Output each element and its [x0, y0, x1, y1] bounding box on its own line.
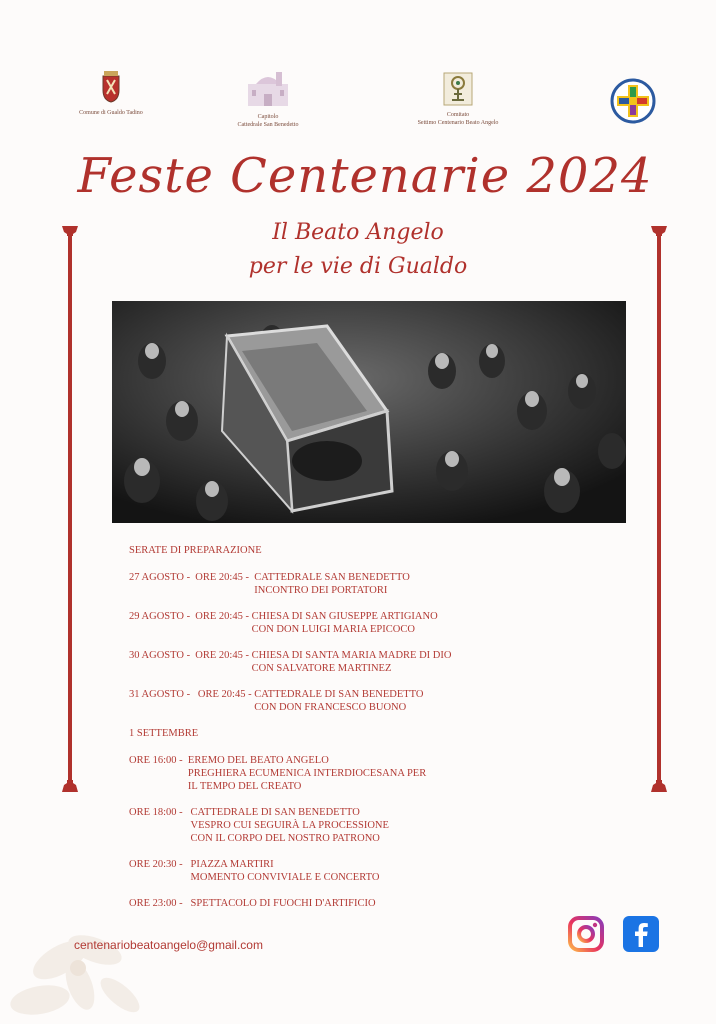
event-when: ORE 18:00 - — [129, 807, 191, 818]
list-item — [129, 688, 609, 714]
event-line: IL TEMPO DEL CREATO — [187, 781, 302, 792]
event-when: 29 AGOSTO - ORE 20:45 - — [129, 611, 252, 622]
list-item — [129, 610, 609, 636]
event-line: PIAZZA MARTIRI — [190, 859, 274, 870]
list-item — [129, 649, 609, 675]
event-when: ORE 20:30 - — [129, 859, 191, 870]
cathedral-icon — [246, 68, 290, 108]
event-line: SPETTACOLO DI FUOCHI D'ARTIFICIO — [190, 898, 376, 909]
logo-comune — [66, 70, 156, 117]
subtitle-2: per le vie di Gualdo — [248, 254, 468, 279]
event-when: ORE 23:00 - — [129, 898, 191, 909]
coat-of-arms-icon — [98, 70, 124, 104]
event-line: CHIESA DI SAN GIUSEPPE ARTIGIANO — [251, 611, 438, 622]
event-line: CON SALVATORE MARTINEZ — [251, 663, 392, 674]
event-program — [129, 544, 609, 923]
event-when: 27 AGOSTO - ORE 20:45 - — [129, 572, 255, 583]
september-heading: 1 SETTEMBRE — [129, 728, 199, 739]
event-line: CHIESA DI SANTA MARIA MADRE DI DIO — [251, 650, 452, 661]
list-item — [129, 897, 609, 910]
logo-capitolo — [218, 68, 318, 129]
cross-emblem-icon — [610, 78, 656, 124]
subtitle-1: Il Beato Angelo — [272, 220, 444, 245]
event-when: ORE 16:00 - — [129, 755, 188, 766]
list-item — [129, 571, 609, 597]
event-when: 30 AGOSTO - ORE 20:45 - — [129, 650, 252, 661]
list-item — [129, 858, 609, 884]
logo-comune-caption: Comune di Gualdo Tadino — [79, 110, 143, 116]
right-column-ornament — [651, 226, 667, 792]
logo-capitolo-caption-2: Cattedrale San Benedetto — [237, 122, 299, 128]
preparation-heading: SERATE DI PREPARAZIONE — [129, 545, 262, 556]
event-line: MOMENTO CONVIVIALE E CONCERTO — [190, 872, 380, 883]
page-title: Feste Centenarie 2024 — [77, 148, 653, 204]
instagram-icon[interactable] — [566, 914, 606, 954]
list-item — [129, 806, 609, 845]
event-line: CON DON LUIGI MARIA EPICOCO — [251, 624, 415, 635]
event-line: CON IL CORPO DEL NOSTRO PATRONO — [190, 833, 380, 844]
event-when: 31 AGOSTO - ORE 20:45 - — [129, 689, 255, 700]
event-line: CATTEDRALE SAN BENEDETTO — [254, 572, 410, 583]
event-line: PREGHIERA ECUMENICA INTERDIOCESANA PER — [187, 768, 427, 779]
historic-procession-photo — [112, 301, 626, 523]
event-line: CON DON FRANCESCO BUONO — [254, 702, 407, 713]
contact-email-link[interactable]: centenariobeatoangelo@gmail.com — [74, 938, 263, 952]
facebook-icon[interactable] — [621, 914, 661, 954]
event-line: EREMO DEL BEATO ANGELO — [187, 755, 329, 766]
list-item — [129, 754, 609, 793]
monstrance-icon — [443, 72, 473, 106]
logo-comitato-caption-2: Settimo Centenario Beato Angelo — [417, 120, 499, 126]
logo-comitato — [398, 72, 518, 127]
event-line: INCONTRO DEI PORTATORI — [254, 585, 388, 596]
logo-capitolo-caption-1: Capitolo — [257, 114, 279, 120]
event-line: VESPRO CUI SEGUIRÀ LA PROCESSIONE — [190, 820, 389, 831]
event-line: CATTEDRALE DI SAN BENEDETTO — [190, 807, 360, 818]
event-line: CATTEDRALE DI SAN BENEDETTO — [254, 689, 424, 700]
left-column-ornament — [62, 226, 78, 792]
logo-comitato-caption-1: Comitato — [446, 112, 470, 118]
